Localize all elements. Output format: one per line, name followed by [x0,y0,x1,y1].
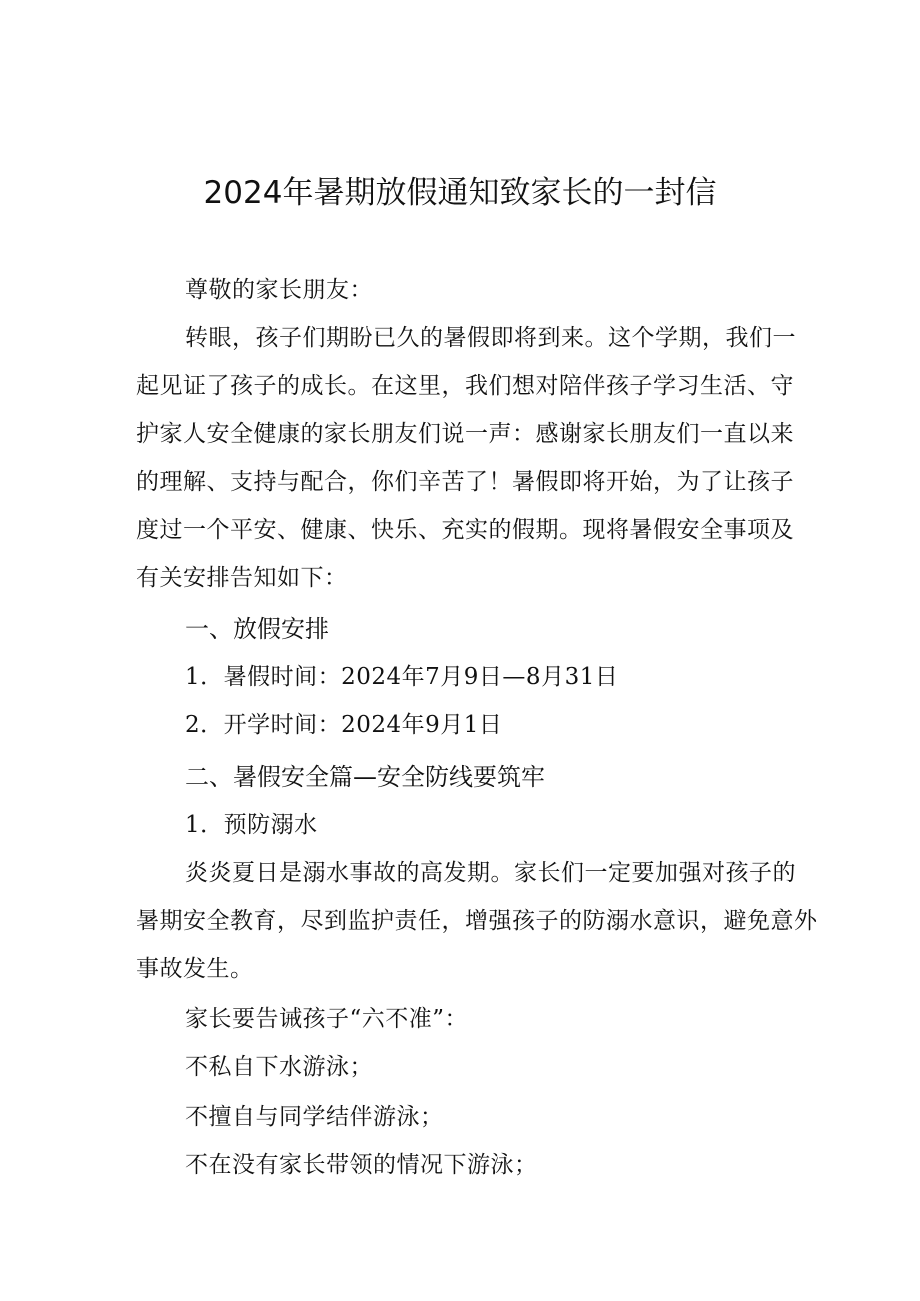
section-heading: 一、放假安排 [185,615,329,643]
paragraph-line: 暑期安全教育，尽到监护责任，增强孩子的防溺水意识，避免意外 [136,908,818,934]
subsection-heading: 1．预防溺水 [185,812,318,838]
intro-line: 的理解、支持与配合，你们辛苦了！暑假即将开始，为了让孩子 [136,469,794,495]
rule-item: 不私自下水游泳； [185,1054,373,1080]
rule-item: 不在没有家长带领的情况下游泳； [185,1152,538,1178]
paragraph-line: 事故发生。 [136,956,254,982]
intro-line: 有关安排告知如下： [136,565,348,591]
list-item: 2．开学时间：2024年9月1日 [185,712,503,738]
intro-line: 护家人安全健康的家长朋友们说一声：感谢家长朋友们一直以来 [136,421,794,447]
intro-line: 转眼，孩子们期盼已久的暑假即将到来。这个学期，我们一 [185,325,796,351]
intro-line: 起见证了孩子的成长。在这里，我们想对陪伴孩子学习生活、守 [136,373,794,399]
document-title: 2024年暑期放假通知致家长的一封信 [203,175,717,211]
section-heading: 二、暑假安全篇—安全防线要筑牢 [185,763,545,791]
rules-intro: 家长要告诫孩子“六不准”： [185,1006,469,1032]
rule-item: 不擅自与同学结伴游泳； [185,1104,444,1130]
paragraph-line: 炎炎夏日是溺水事故的高发期。家长们一定要加强对孩子的 [185,860,796,886]
list-item: 1．暑假时间：2024年7月9日—8月31日 [185,664,619,690]
salutation: 尊敬的家长朋友： [185,277,373,303]
intro-line: 度过一个平安、健康、快乐、充实的假期。现将暑假安全事项及 [136,517,794,543]
